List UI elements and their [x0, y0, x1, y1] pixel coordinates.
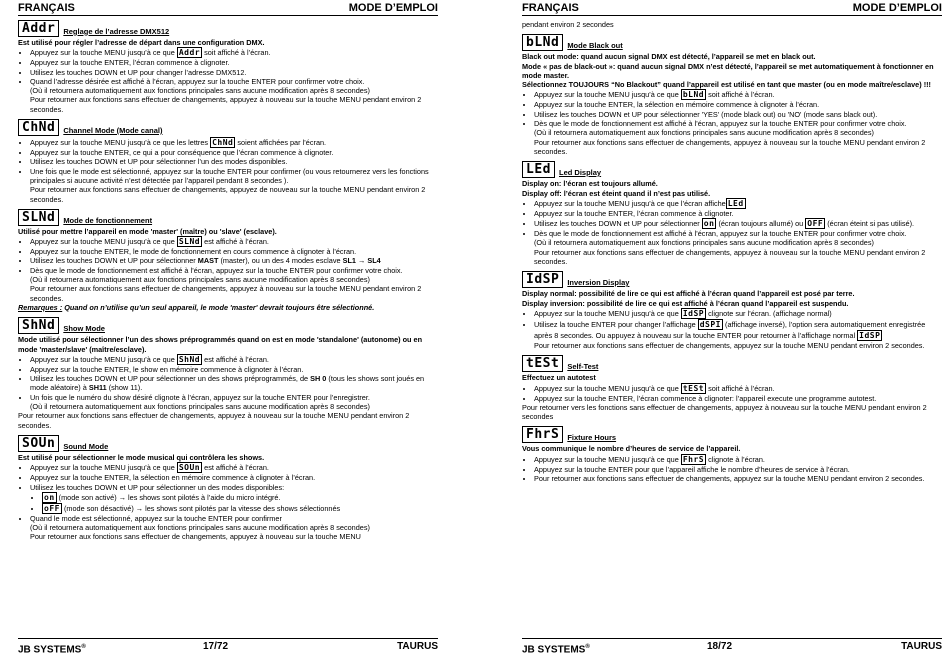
list-item: • Utilisez les touches DOWN et UP pour changer l’adresse DMX512.: [30, 68, 438, 77]
lcd-fhrs-icon: FhrS: [682, 454, 705, 464]
note-text: (Où il retournera automatiquement aux fonctions principales sans aucune modification après 8 secondes): [534, 238, 874, 248]
note-text: Pour retourner aux fonctions sans effectuer de changements, appuyez à nouveau sur la touche MENU pendant environ 2 secondes.: [30, 284, 422, 303]
list-item: • Appuyez sur la touche MENU jusqu’à ce que IdSP clignote sur l’écran. (affichage normal): [534, 308, 942, 319]
lcd-fhrs-icon: FhrS: [522, 426, 563, 443]
lcd-on-icon: on: [703, 219, 715, 229]
note-text: Pour retourner aux fonctions sans effectuer de changements, appuyez à nouveau sur la touche MENU: [30, 532, 361, 542]
list-item: • Appuyez sur la touche ENTER, l’écran commence à clignoter.: [534, 209, 942, 218]
section-addr: [18, 20, 438, 114]
lcd-slnd-icon: SLNd: [178, 237, 201, 247]
list-item: • Dès que le mode de fonctionnement est affiché à l’écran, appuyez sur la touche ENTER pour confirmer votre choix.: [30, 266, 438, 275]
section-intro: Sélectionnez TOUJOURS “No Blackout” quand l’appareil est utilisé en tant que master (ou en mode maître/esclave) !!!: [522, 80, 931, 90]
list-item: • Appuyez sur la touche MENU jusqu’à ce que SLNd est affiché à l’écran.: [30, 236, 438, 247]
section-title: Self-Test: [567, 361, 599, 371]
lcd-blnd-icon: bLNd: [682, 90, 705, 100]
lcd-test-icon: tESt: [682, 383, 705, 393]
note-text: Pour retourner aux fonctions sans effectuer de changements, appuyez de nouveau sur la touche MENU pendant environ 2 secondes.: [30, 185, 426, 204]
list-item: • Une fois que le mode est sélectionné, appuyez sur la touche ENTER pour confirmer (ou vous retournerez vers les fonctions principales si aucune activité n’est détectée par l’appareil pendant 8 secondes ).: [30, 167, 438, 186]
list-item: • Quand l’adresse désirée est affiché à l’écran, appuyez sur la touche ENTER pour confirmer votre choix.: [30, 77, 438, 86]
lcd-soun-icon: SOUn: [18, 435, 59, 452]
note-text: Pour retourner aux fonctions sans effectuer de changements, appuyez à nouveau sur la touche MENU pendant environ 2 secondes.: [30, 95, 422, 114]
page-header: [522, 0, 942, 16]
note-text: (Où il retournera automatiquement aux fonctions principales sans aucune modification après 8 secondes): [30, 402, 370, 412]
list-item: • Utilisez les touches DOWN et UP pour sélectionner un des shows préprogrammés, de SH 0 (tous les shows sont joués en mode aléatoire) à SH11 (show 11).: [30, 374, 438, 393]
section-intro: Utilisé pour mettre l’appareil en mode 'master' (maître) ou 'slave' (esclave).: [18, 226, 277, 236]
section-intro: Mode « pas de black-out »: quand aucun signal DMX n’est détecté, l’appareil se met automatiquement à fonctionner en mode master.: [522, 61, 934, 80]
section-title: Channel Mode (Mode canal): [63, 125, 163, 135]
page-content: [522, 20, 942, 488]
list-item: • Utilisez la touche ENTER pour changer l’affichage dSPI (affichage inversé), l’option sera automatiquement enregistrée après 8 secondes. Ou appuyez à nouveau sur la touche ENTER pour retourner à l’affichage normal IdSP: [534, 319, 942, 341]
section-shnd: [18, 317, 438, 430]
section-intro: Display on: l’écran est toujours allumé.: [522, 179, 658, 189]
section-soun: [18, 435, 438, 542]
lcd-off-icon: oFF: [44, 503, 60, 513]
header-language: FRANÇAIS: [522, 2, 579, 14]
section-intro: Mode utilisé pour sélectionner l’un des shows préprogrammés quand on est en mode 'standalone' (autonome) ou en mode 'master/slave' (maître/esclave).: [18, 335, 423, 354]
page-footer: [18, 638, 438, 656]
mode-sl1-label: SL1: [342, 256, 356, 266]
list-item: • Dès que le mode de fonctionnement est affiché à l’écran, appuyez sur la touche ENTER pour confirmer votre choix.: [534, 229, 942, 238]
note-text: (Où il retournera automatiquement aux fonctions principales sans aucune modification après 8 secondes): [534, 128, 874, 138]
section-intro: Vous communique le nombre d’heures de service de l’appareil.: [522, 444, 741, 454]
lcd-shnd-icon: ShNd: [18, 317, 59, 334]
section-chnd: [18, 119, 438, 204]
section-title: Mode Black out: [567, 41, 623, 50]
continued-text: pendant environ 2 secondes: [522, 20, 614, 29]
section-test: [522, 355, 942, 421]
page-number: 17/72: [203, 641, 229, 652]
lcd-test-icon: tESt: [522, 355, 563, 372]
mode-master-label: MAST: [197, 256, 219, 266]
note-text: Pour retourner aux fonctions sans effectuer de changements, appuyez à nouveau sur la touche MENU pendant environ 2 secondes.: [534, 247, 926, 267]
list-item: • Utilisez les touches DOWN et UP pour sélectionner 'YES' (mode black out) ou 'NO' (mode sans black out).: [534, 110, 942, 119]
list-item: • Appuyez sur la touche MENU jusqu’à ce que l’écran affiche LEd: [534, 198, 942, 209]
page-number: 18/72: [707, 641, 733, 652]
lcd-idsp-icon: IdSP: [522, 271, 563, 288]
list-item: • Appuyez sur la touche MENU jusqu’à ce que bLNd soit affiché à l’écran.: [534, 89, 942, 100]
header-title: MODE D’EMPLOI: [852, 2, 942, 14]
footer-brand: JB SYSTEMS®: [522, 644, 590, 656]
lcd-on-icon: on: [44, 492, 55, 502]
note-text: Pour retourner aux fonctions sans effectuer de changements, appuyez à nouveau sur la touche MENU pendant environ 2 secondes.: [18, 411, 410, 430]
section-intro: Black out mode: quand aucun signal DMX est détecté, l’appareil se met en black out.: [522, 52, 816, 62]
lcd-addr-icon: Addr: [18, 20, 59, 37]
lcd-idsp-icon: IdSP: [682, 308, 705, 318]
list-item: • Appuyez sur la touche MENU jusqu’à ce que tESt soit affiché à l’écran.: [534, 383, 942, 394]
section-title: Mode de fonctionnement: [63, 215, 153, 225]
list-item: • on (mode son activé) → les shows sont pilotés à l’aide du micro intégré.: [42, 492, 438, 503]
section-led: [522, 161, 942, 266]
list-item: • Appuyez sur la touche MENU jusqu’à ce que Addr soit affiché à l’écran.: [30, 47, 438, 58]
lcd-shnd-icon: ShNd: [178, 354, 201, 364]
section-intro: Est utilisé pour sélectionner le mode musical qui contrôlera les shows.: [18, 452, 265, 462]
lcd-off-icon: OFF: [807, 219, 824, 229]
lcd-chnd-icon: ChNd: [18, 119, 59, 136]
list-item: • Utilisez les touches DOWN et UP pour sélectionner un des modes disponibles:: [30, 483, 438, 492]
list-item: • oFF (mode son désactivé) → les shows sont pilotés par la vitesse des shows sélectionnés: [42, 503, 438, 514]
remark: Remarques : Quand on n’utilise qu’un seul appareil, le mode 'master' devrait toujours être sélectionné.: [18, 302, 375, 312]
section-intro: Display inversion: possibilité de lire ce qui est affiché à l’écran quand l’appareil est suspendu.: [522, 298, 849, 308]
lcd-addr-icon: Addr: [178, 48, 201, 58]
note-text: Pour retourner vers les fonctions sans effectuer de changements, appuyez à nouveau sur la touche MENU pendant environ 2 secondes: [522, 402, 927, 422]
page-18: [522, 0, 942, 654]
lcd-soun-icon: SOUn: [178, 463, 201, 473]
section-blnd: [522, 34, 942, 156]
note-text: (Où il retournera automatiquement aux fonctions principales sans aucune modification après 8 secondes): [30, 523, 370, 533]
section-intro: Effectuez un autotest: [522, 373, 596, 383]
list-item: • Appuyez sur la touche ENTER, le show en mémoire commence à clignoter à l’écran.: [30, 365, 438, 374]
page-content: [18, 20, 438, 547]
note-text: Pour retourner aux fonctions sans effectuer de changements, appuyez sur la touche MENU pendant environ 2 secondes.: [534, 340, 925, 350]
mode-sl4-label: SL4: [367, 256, 381, 266]
list-item: • Utilisez les touches DOWN et UP pour sélectionner MAST (master), ou un des 4 modes esclave SL1 → SL4: [30, 256, 438, 265]
lcd-idsp-icon: IdSP: [859, 330, 881, 340]
lcd-led-icon: LEd: [522, 161, 555, 178]
section-slnd: [18, 209, 438, 312]
section-intro: Est utilisé pour régler l’adresse de départ dans une configuration DMX.: [18, 38, 265, 47]
list-item: • Appuyez sur la touche ENTER, ce qui a pour conséquence que l’écran commence à clignoter.: [30, 148, 438, 157]
lcd-dspi-icon: dSPI: [699, 319, 721, 329]
list-item: • Appuyez sur la touche ENTER, la sélection en mémoire commence à clignoter à l’écran.: [534, 100, 942, 109]
section-idsp: [522, 271, 942, 350]
footer-model: TAURUS: [397, 641, 438, 652]
lcd-chnd-icon: ChNd: [212, 138, 234, 148]
lcd-slnd-icon: SLNd: [18, 209, 59, 226]
list-item: • Quand le mode est sélectionné, appuyez sur la touche ENTER pour confirmer: [30, 514, 438, 523]
note-text: Pour retourner aux fonctions sans effectuer de changements, appuyez à nouveau sur la touche MENU pendant environ 2 secondes.: [534, 137, 926, 156]
list-item: • Pour retourner aux fonctions sans effectuer de changements, appuyez sur la touche MENU pendant environ 2 secondes.: [534, 474, 942, 483]
section-title: Show Mode: [63, 323, 105, 333]
header-title: MODE D’EMPLOI: [348, 2, 438, 14]
section-title: Inversion Display: [567, 278, 630, 288]
list-item: • Appuyez sur la touche MENU jusqu’à ce que FhrS clignote à l’écran.: [534, 454, 942, 465]
list-item: • Dès que le mode de fonctionnement est affiché à l’écran, appuyez sur la touche ENTER pour confirmer votre choix.: [534, 119, 942, 128]
section-title: Sound Mode: [63, 441, 109, 451]
section-intro: Display off: l’écran est éteint quand il n’est pas utilisé.: [522, 188, 711, 198]
section-fhrs: [522, 426, 942, 483]
lcd-blnd-icon: bLNd: [522, 34, 563, 51]
list-item: • Appuyez sur la touche ENTER, l’écran commence à clignoter.: [30, 58, 438, 67]
footer-brand: JB SYSTEMS®: [18, 644, 86, 656]
page-footer: [522, 638, 942, 656]
list-item: • Appuyez sur la touche ENTER, le mode de fonctionnement en cours commence à clignoter à l’écran.: [30, 247, 438, 256]
list-item: • Appuyez sur la touche ENTER pour que l’appareil affiche le nombre d’heures de service à l’écran.: [534, 465, 942, 474]
list-item: • Appuyez sur la touche MENU jusqu’à ce que les lettres ChNd soient affichées par l’écran.: [30, 137, 438, 148]
lcd-led-icon: LEd: [727, 198, 744, 208]
arrow-right-icon: →: [358, 256, 366, 266]
list-item: • Utilisez les touches DOWN et UP pour sélectionner l’un des modes disponibles.: [30, 157, 438, 166]
list-item: • Appuyez sur la touche ENTER, la sélection en mémoire commence à clignoter à l’écran.: [30, 473, 438, 482]
note-text: (Où il retournera automatiquement aux fonctions principales sans aucune modification après 8 secondes): [30, 86, 370, 96]
page-17: [18, 0, 438, 654]
list-item: • Appuyez sur la touche ENTER, l’écran commence à clignoter: l’appareil execute une programme autotest.: [534, 394, 942, 403]
section-intro: Display normal: possibilité de lire ce qui est affiché à l’écran quand l’appareil est posé par terre.: [522, 289, 855, 299]
section-title: Reglage de l’adresse DMX512: [63, 26, 170, 36]
list-item: • Appuyez sur la touche MENU jusqu’à ce que SOUn est affiché à l’écran.: [30, 462, 438, 473]
section-title: Led Display: [558, 167, 602, 177]
list-item: • Appuyez sur la touche MENU jusqu’à ce que ShNd est affiché à l’écran.: [30, 354, 438, 365]
page-header: [18, 0, 438, 16]
list-item: • Utilisez les touches DOWN et UP pour sélectionner on (écran toujours allumé) ou OFF (écran éteint si pas utilisé).: [534, 218, 942, 229]
footer-model: TAURUS: [901, 641, 942, 652]
section-title: Fixture Hours: [567, 433, 617, 443]
note-text: (Où il retournera automatiquement aux fonctions principales sans aucune modification après 8 secondes): [30, 275, 370, 285]
list-item: • Un fois que le numéro du show désiré clignote à l’écran, appuyez sur la touche ENTER pour l’enregistrer.: [30, 393, 438, 402]
header-language: FRANÇAIS: [18, 2, 75, 14]
